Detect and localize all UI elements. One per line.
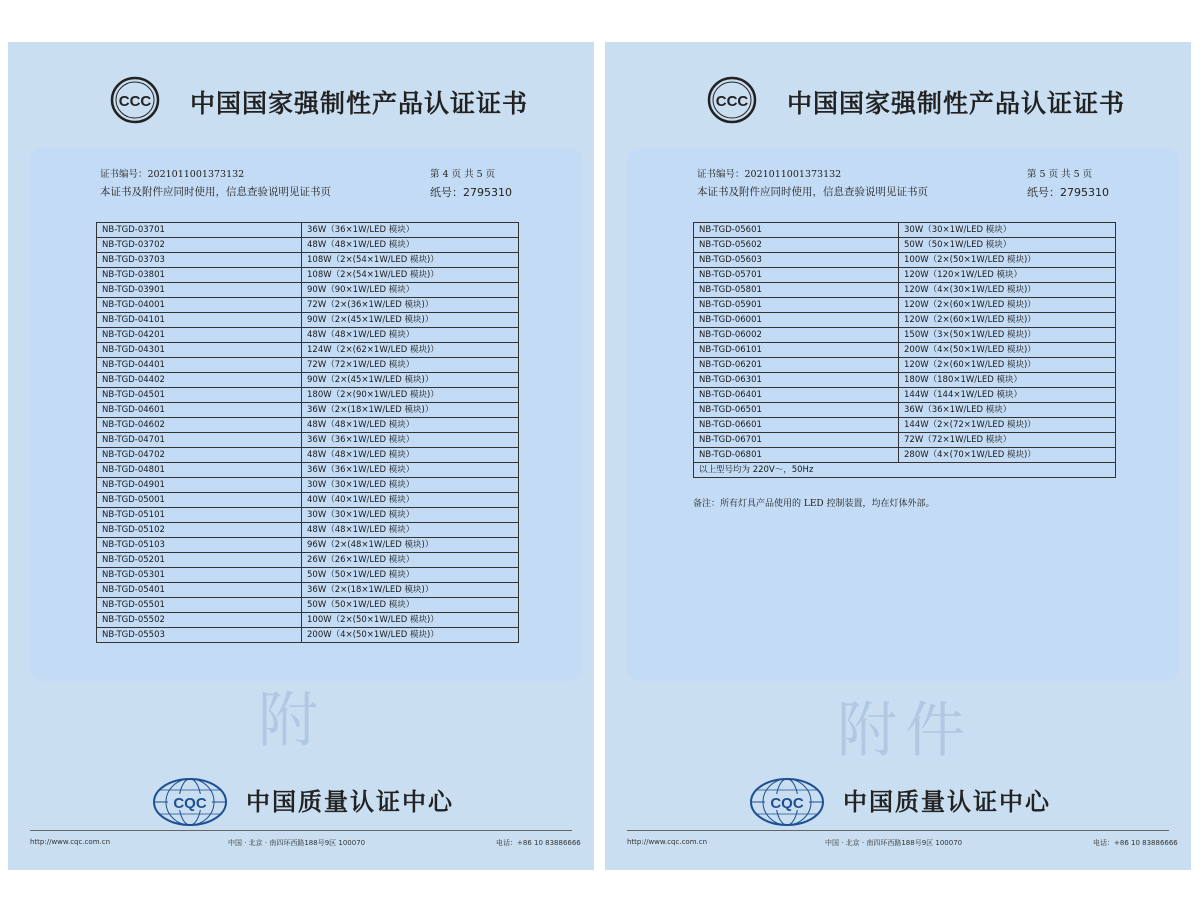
table-row (694, 358, 1116, 373)
model-number-cell: NB-TGD-04702 (97, 448, 302, 463)
usage-note: 本证书及附件应同时使用，信息查验说明见证书页 (697, 186, 928, 198)
certificate-title: 中国国家强制性产品认证证书 (190, 89, 529, 118)
model-number-cell: NB-TGD-05301 (97, 568, 302, 583)
power-spec-cell: 144W（144×1W/LED 模块） (899, 388, 1116, 403)
certificate-title: 中国国家强制性产品认证证书 (787, 89, 1126, 118)
power-spec-cell: 100W（2×(50×1W/LED 模块)） (899, 253, 1116, 268)
table-row (97, 523, 519, 538)
power-spec-cell: 36W（36×1W/LED 模块） (302, 463, 519, 478)
table-row (97, 358, 519, 373)
model-number-cell: NB-TGD-06301 (694, 373, 899, 388)
power-spec-cell: 96W（2×(48×1W/LED 模块)） (302, 538, 519, 553)
svg-text:CQC: CQC (770, 795, 804, 812)
model-number-cell: NB-TGD-06801 (694, 448, 899, 463)
table-row (97, 538, 519, 553)
model-number-cell: NB-TGD-04301 (97, 343, 302, 358)
table-row (97, 613, 519, 628)
svg-text:CCC: CCC (118, 93, 152, 110)
ccc-logo-icon (707, 75, 757, 125)
power-spec-cell: 90W（90×1W/LED 模块） (302, 283, 519, 298)
model-number-cell: NB-TGD-04501 (97, 388, 302, 403)
power-spec-cell: 144W（2×(72×1W/LED 模块)） (899, 418, 1116, 433)
table-row (694, 343, 1116, 358)
table-row (694, 403, 1116, 418)
power-spec-cell: 72W（72×1W/LED 模块） (899, 433, 1116, 448)
table-row (97, 283, 519, 298)
power-spec-cell: 26W（26×1W/LED 模块） (302, 553, 519, 568)
power-spec-cell: 48W（48×1W/LED 模块） (302, 238, 519, 253)
power-spec-cell: 200W（4×(50×1W/LED 模块)） (899, 343, 1116, 358)
model-number-cell: NB-TGD-05603 (694, 253, 899, 268)
model-number-cell: NB-TGD-04801 (97, 463, 302, 478)
model-number-cell: NB-TGD-04602 (97, 418, 302, 433)
table-row (97, 478, 519, 493)
table-row (694, 433, 1116, 448)
model-number-cell: NB-TGD-04402 (97, 373, 302, 388)
power-spec-cell: 50W（50×1W/LED 模块） (899, 238, 1116, 253)
table-row (97, 418, 519, 433)
cqc-logo-icon (747, 777, 827, 827)
power-spec-cell: 30W（30×1W/LED 模块） (899, 223, 1116, 238)
svg-text:CCC: CCC (715, 93, 749, 110)
model-number-cell: NB-TGD-05601 (694, 223, 899, 238)
model-number-cell: NB-TGD-05103 (97, 538, 302, 553)
table-row (97, 343, 519, 358)
model-number-cell: NB-TGD-04401 (97, 358, 302, 373)
model-number-cell: NB-TGD-05901 (694, 298, 899, 313)
footer-phone: 电话：+86 10 83886666 (496, 839, 581, 847)
footer-address: 中国 · 北京 · 南四环西路188号9区 100070 (825, 839, 963, 847)
power-spec-cell: 36W（2×(18×1W/LED 模块)） (302, 583, 519, 598)
table-row (694, 238, 1116, 253)
power-spec-cell: 48W（48×1W/LED 模块） (302, 418, 519, 433)
power-spec-cell: 120W（2×(60×1W/LED 模块)） (899, 298, 1116, 313)
power-spec-cell: 36W（36×1W/LED 模块） (302, 223, 519, 238)
model-number-cell: NB-TGD-05701 (694, 268, 899, 283)
model-number-cell: NB-TGD-06002 (694, 328, 899, 343)
power-spec-cell: 30W（30×1W/LED 模块） (302, 478, 519, 493)
certificate-header (605, 75, 1191, 131)
table-row (97, 508, 519, 523)
model-number-cell: NB-TGD-06001 (694, 313, 899, 328)
table-row (694, 448, 1116, 463)
table-row (694, 418, 1116, 433)
model-number-cell: NB-TGD-05501 (97, 598, 302, 613)
table-row (97, 268, 519, 283)
footer-divider (30, 830, 572, 831)
table-row (97, 598, 519, 613)
table-row (97, 298, 519, 313)
power-spec-cell: 50W（50×1W/LED 模块） (302, 598, 519, 613)
power-spec-cell: 36W（36×1W/LED 模块） (302, 433, 519, 448)
table-row (694, 373, 1116, 388)
power-spec-cell: 100W（2×(50×1W/LED 模块)） (302, 613, 519, 628)
power-spec-cell: 36W（36×1W/LED 模块） (899, 403, 1116, 418)
annex-panel (30, 148, 582, 756)
power-spec-cell: 124W（2×(62×1W/LED 模块)） (302, 343, 519, 358)
table-row (97, 328, 519, 343)
certificate-number: 证书编号：2021011001373132 (100, 169, 245, 180)
model-number-cell: NB-TGD-04901 (97, 478, 302, 493)
power-spec-cell: 72W（72×1W/LED 模块） (302, 358, 519, 373)
model-number-cell: NB-TGD-05101 (97, 508, 302, 523)
power-spec-cell: 108W（2×(54×1W/LED 模块)） (302, 253, 519, 268)
power-spec-cell: 48W（48×1W/LED 模块） (302, 523, 519, 538)
power-spec-cell: 150W（3×(50×1W/LED 模块)） (899, 328, 1116, 343)
certification-center-name: 中国质量认证中心 (246, 788, 454, 816)
power-spec-cell: 180W（180×1W/LED 模块） (899, 373, 1116, 388)
model-number-cell: NB-TGD-05503 (97, 628, 302, 643)
power-spec-cell: 50W（50×1W/LED 模块） (302, 568, 519, 583)
remark-note: 备注：所有灯具产品使用的 LED 控制装置，均在灯体外部。 (693, 499, 935, 509)
power-spec-cell: 108W（2×(54×1W/LED 模块)） (302, 268, 519, 283)
table-row (97, 583, 519, 598)
model-number-cell: NB-TGD-06701 (694, 433, 899, 448)
model-number-cell: NB-TGD-05602 (694, 238, 899, 253)
model-number-cell: NB-TGD-05502 (97, 613, 302, 628)
model-number-cell: NB-TGD-03703 (97, 253, 302, 268)
model-number-cell: NB-TGD-04101 (97, 313, 302, 328)
footer-address: 中国 · 北京 · 南四环西路188号9区 100070 (228, 839, 366, 847)
certificate-page-5 (605, 42, 1191, 870)
table-row (694, 253, 1116, 268)
model-number-cell: NB-TGD-06401 (694, 388, 899, 403)
table-summary-row (694, 463, 1116, 478)
table-row (97, 313, 519, 328)
model-number-cell: NB-TGD-05102 (97, 523, 302, 538)
model-number-cell: NB-TGD-05201 (97, 553, 302, 568)
annex-panel (627, 148, 1179, 766)
table-row (97, 463, 519, 478)
power-spec-cell: 48W（48×1W/LED 模块） (302, 328, 519, 343)
power-spec-cell: 120W（120×1W/LED 模块） (899, 268, 1116, 283)
model-number-cell: NB-TGD-03901 (97, 283, 302, 298)
voltage-summary: 以上型号均为 220V～，50Hz (694, 463, 1116, 478)
cqc-logo-icon (150, 777, 230, 827)
table-row (694, 298, 1116, 313)
power-spec-cell: 36W（2×(18×1W/LED 模块)） (302, 403, 519, 418)
model-number-cell: NB-TGD-06201 (694, 358, 899, 373)
annex-watermark: 附件 (837, 696, 973, 766)
table-row (694, 223, 1116, 238)
power-spec-cell: 120W（2×(60×1W/LED 模块)） (899, 358, 1116, 373)
power-spec-cell: 90W（2×(45×1W/LED 模块)） (302, 313, 519, 328)
model-number-cell: NB-TGD-06101 (694, 343, 899, 358)
table-row (97, 448, 519, 463)
table-row (97, 493, 519, 508)
power-spec-cell: 280W（4×(70×1W/LED 模块)） (899, 448, 1116, 463)
model-number-cell: NB-TGD-04601 (97, 403, 302, 418)
table-row (97, 568, 519, 583)
footer-divider (627, 830, 1169, 831)
model-number-cell: NB-TGD-03702 (97, 238, 302, 253)
power-spec-cell: 40W（40×1W/LED 模块） (302, 493, 519, 508)
ccc-logo-icon (110, 75, 160, 125)
footer-url: http://www.cqc.com.cn (627, 838, 708, 846)
power-spec-cell: 180W（2×(90×1W/LED 模块)） (302, 388, 519, 403)
page-indicator: 第 5 页 共 5 页 (1027, 169, 1093, 180)
table-row (97, 373, 519, 388)
model-number-cell: NB-TGD-06501 (694, 403, 899, 418)
model-table (96, 222, 519, 643)
model-number-cell: NB-TGD-04001 (97, 298, 302, 313)
table-row (694, 388, 1116, 403)
table-row (97, 388, 519, 403)
footer-url: http://www.cqc.com.cn (30, 838, 111, 846)
power-spec-cell: 120W（4×(30×1W/LED 模块)） (899, 283, 1116, 298)
power-spec-cell: 200W（4×(50×1W/LED 模块)） (302, 628, 519, 643)
page-indicator: 第 4 页 共 5 页 (430, 169, 496, 180)
certification-center-name: 中国质量认证中心 (843, 788, 1051, 816)
model-number-cell: NB-TGD-03701 (97, 223, 302, 238)
model-number-cell: NB-TGD-04701 (97, 433, 302, 448)
model-number-cell: NB-TGD-05801 (694, 283, 899, 298)
model-number-cell: NB-TGD-05001 (97, 493, 302, 508)
table-row (97, 403, 519, 418)
power-spec-cell: 30W（30×1W/LED 模块） (302, 508, 519, 523)
table-row (97, 253, 519, 268)
paper-number: 纸号：2795310 (430, 186, 512, 199)
certificate-header (8, 75, 594, 131)
table-row (694, 268, 1116, 283)
table-row (97, 433, 519, 448)
svg-text:CQC: CQC (173, 795, 207, 812)
table-row (97, 553, 519, 568)
certificate-page-4 (8, 42, 594, 870)
usage-note: 本证书及附件应同时使用，信息查验说明见证书页 (100, 186, 331, 198)
model-number-cell: NB-TGD-04201 (97, 328, 302, 343)
paper-number: 纸号：2795310 (1027, 186, 1109, 199)
power-spec-cell: 90W（2×(45×1W/LED 模块)） (302, 373, 519, 388)
table-row (694, 283, 1116, 298)
table-row (97, 238, 519, 253)
model-number-cell: NB-TGD-06601 (694, 418, 899, 433)
annex-watermark: 附 (258, 686, 326, 756)
footer-phone: 电话：+86 10 83886666 (1093, 839, 1178, 847)
model-table (693, 222, 1116, 478)
table-row (694, 313, 1116, 328)
model-number-cell: NB-TGD-05401 (97, 583, 302, 598)
certificate-number: 证书编号：2021011001373132 (697, 169, 842, 180)
table-row (97, 628, 519, 643)
table-row (694, 328, 1116, 343)
power-spec-cell: 48W（48×1W/LED 模块） (302, 448, 519, 463)
power-spec-cell: 72W（2×(36×1W/LED 模块)） (302, 298, 519, 313)
power-spec-cell: 120W（2×(60×1W/LED 模块)） (899, 313, 1116, 328)
model-number-cell: NB-TGD-03801 (97, 268, 302, 283)
table-row (97, 223, 519, 238)
